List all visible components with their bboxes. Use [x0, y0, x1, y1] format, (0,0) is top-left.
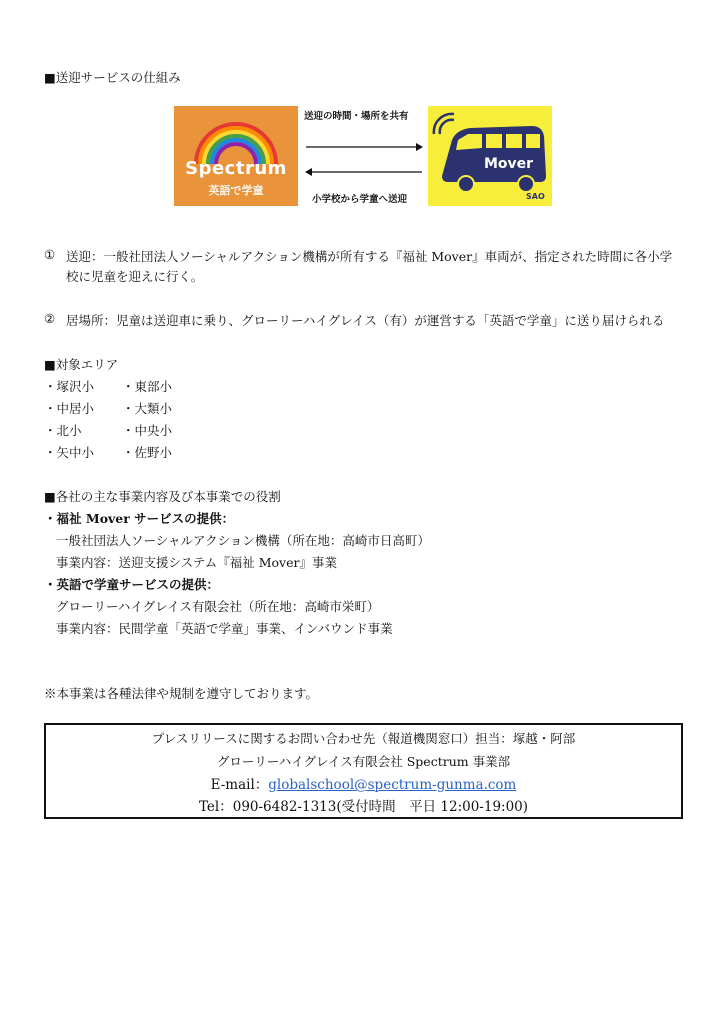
arrow-right-icon [304, 142, 424, 152]
contact-tel: Tel：090-6482-1313(受付時間 平日 12:00-19:00) [198, 799, 529, 815]
logo-subtitle: 英語で学童 [208, 184, 264, 197]
contact-line1: プレスリリースに関するお問い合わせ先（報道機関窓口）担当：塚越・阿部 [151, 731, 576, 746]
roles-title: ■各社の主な事業内容及び本事業での役割 [44, 489, 281, 504]
area-item: ・塚沢小 [44, 379, 95, 394]
contact-box [44, 723, 683, 819]
step1-line2: 校に児童を迎えに行く。 [66, 269, 204, 284]
area-item: ・大類小 [122, 401, 173, 416]
mover-logo [428, 106, 552, 206]
email-link[interactable]: globalschool@spectrum-gunma.com [268, 777, 517, 793]
contact-email-row [46, 773, 681, 793]
area-item: ・矢中小 [44, 445, 95, 460]
spectrum-logo [174, 106, 298, 206]
step2-number: ② [44, 311, 56, 326]
step1-number: ① [44, 247, 56, 262]
mover-business: 事業内容：送迎支援システム『福祉 Mover』事業 [56, 555, 337, 570]
mover-heading: ・福祉 Mover サービスの提供： [44, 511, 235, 526]
bus-label: Mover [484, 156, 534, 172]
area-item: ・東部小 [122, 379, 173, 394]
gakudo-heading: ・英語で学童サービスの提供： [44, 577, 220, 592]
gakudo-org: グローリーハイグレイス有限会社（所在地：高崎市栄町） [56, 599, 380, 614]
email-label: E-mail： [210, 777, 269, 793]
arrow-bottom-label: 小学校から学童へ送迎 [312, 194, 408, 205]
compliance-note: ※本事業は各種法律や規制を遵守しております。 [44, 686, 319, 701]
area-item: ・北小 [44, 423, 82, 438]
area-item: ・中央小 [122, 423, 173, 438]
arrow-top-label: 送迎の時間・場所を共有 [304, 111, 409, 122]
contact-line2: グローリーハイグレイス有限会社 Spectrum 事業部 [216, 754, 511, 769]
area-title: ■対象エリア [44, 357, 119, 372]
step2-text: 居場所：児童は送迎車に乗り、グローリーハイグレイス（有）が運営する「英語で学童」に送り届けられる [66, 313, 665, 328]
logo-title: Spectrum [185, 158, 287, 179]
section-title-mechanism: ■送迎サービスの仕組み [44, 70, 181, 85]
area-item: ・中居小 [44, 401, 95, 416]
area-item: ・佐野小 [122, 445, 173, 460]
gakudo-business: 事業内容：民間学童「英語で学童」事業、インバウンド事業 [56, 621, 393, 636]
mover-org: 一般社団法人ソーシャルアクション機構（所在地：高崎市日高町） [56, 533, 430, 548]
arrow-left-icon [304, 167, 424, 177]
bus-brand: SAO [526, 192, 545, 201]
step1-line1: 送迎：一般社団法人ソーシャルアクション機構が所有する『福祉 Mover』車両が、指定された時間に各小学 [66, 249, 673, 264]
